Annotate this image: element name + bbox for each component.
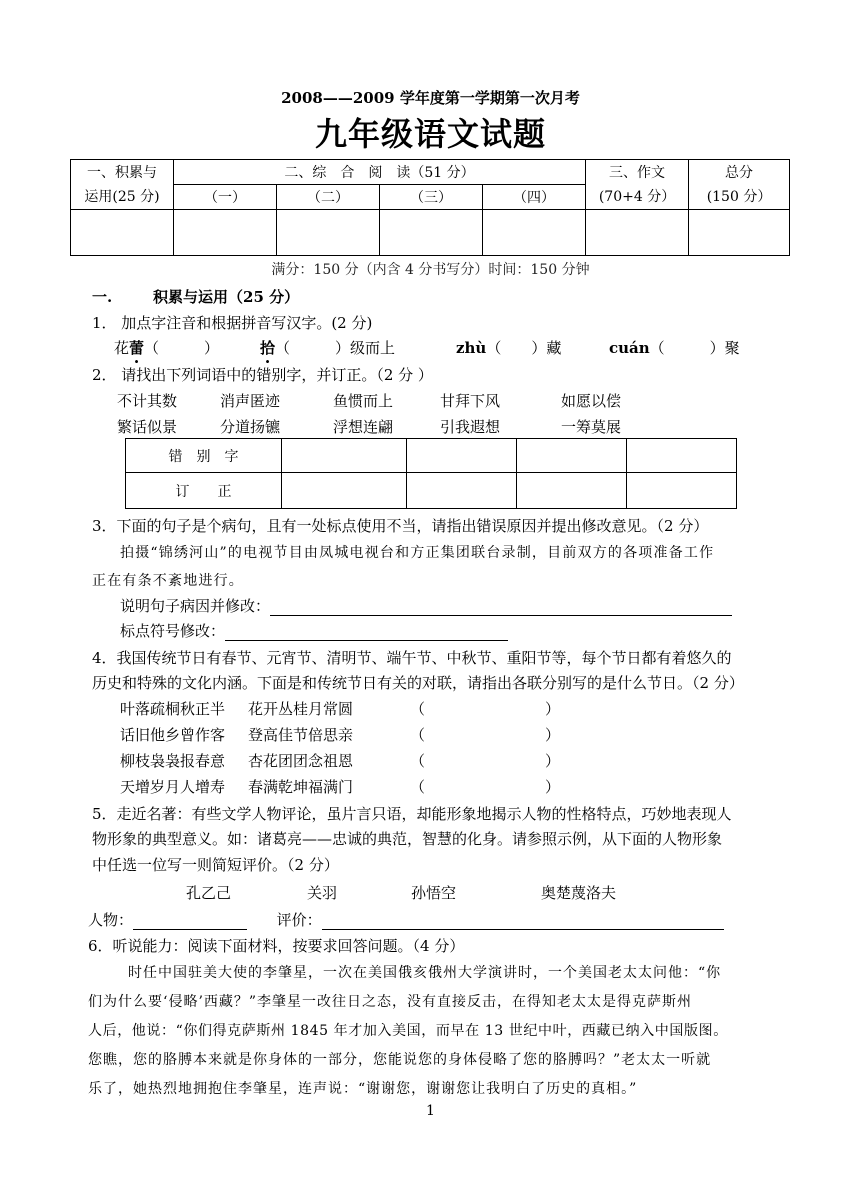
section1-number: 一. (92, 288, 113, 306)
q1-pinyin: cuán (609, 339, 650, 357)
q5-stem-line3: 中任选一位写一则简短评价。（2 分） (92, 856, 339, 874)
typo-header-wrong: 错 别 字 (126, 439, 282, 473)
q2-word: 甘拜下风 (440, 392, 501, 410)
q1-item3 (456, 338, 561, 358)
score-sec1-label: 一、积累与 (87, 164, 157, 181)
couplet-first: 天增岁月人增寿 (120, 778, 226, 796)
q5-person-line[interactable] (133, 913, 247, 930)
score-sub4: （四） (483, 185, 586, 210)
typo-cell[interactable] (407, 473, 517, 509)
score-sec3-points: (70+4 分） (598, 188, 676, 205)
couplet-second: 春满乾坤福满门 (248, 778, 354, 796)
q1-item1 (114, 338, 219, 358)
score-sec1-points: 运用(25 分) (84, 188, 160, 205)
q5-eval-label: 评价： (276, 911, 322, 929)
couplet-first: 话旧他乡曾作客 (120, 726, 226, 744)
q6-passage-line: 人后，他说：“你们得克萨斯州 1845 年才加入美国，而早在 13 世纪中叶，西藏已纳入中国版图。 (88, 1023, 728, 1039)
q6-passage-line: 乐了，她热烈地拥抱住李肇星，连声说：“谢谢您，谢谢您让我明白了历史的真相。” (88, 1081, 638, 1097)
q3-ask1-label: 说明句子病因并修改： (120, 597, 271, 615)
q5-stem-line1: 5．走近名著：有些文学人物评论，虽片言只语，却能形象地揭示人物的性格特点，巧妙地表现人 (92, 805, 732, 823)
score-sec3-cell (586, 160, 689, 210)
q2-word: 引我遐想 (440, 418, 501, 436)
couplet-second: 登高佳节倍思亲 (248, 726, 354, 744)
typo-cell[interactable] (282, 439, 407, 473)
score-total-points: (150 分） (706, 188, 772, 205)
typo-cell[interactable] (517, 439, 627, 473)
q5-name: 奥楚蔑洛夫 (541, 884, 617, 902)
q2-word: 浮想连翩 (333, 418, 394, 436)
score-input-sub1[interactable] (174, 210, 277, 256)
score-input-sub2[interactable] (277, 210, 380, 256)
q4-stem-line2: 历史和特殊的文化内涵。下面是和传统节日有关的对联，请指出各联分别写的是什么节日。（2 分） (92, 674, 744, 692)
score-sub3: （三） (380, 185, 483, 210)
score-table (70, 159, 790, 256)
score-total-label: 总分 (725, 164, 754, 181)
page-number: 1 (426, 1103, 435, 1119)
q2-word: 消声匿迹 (220, 392, 281, 410)
score-sec1-cell (71, 160, 174, 210)
couplet-second: 杏花团团念祖恩 (248, 752, 354, 770)
typo-cell[interactable] (517, 473, 627, 509)
q3-answer1-line[interactable] (270, 599, 732, 616)
exam-title: 九年级语文试题 (314, 115, 546, 153)
typo-cell[interactable] (627, 439, 737, 473)
q5-person-label: 人物： (88, 911, 134, 929)
q2-word: 分道扬镳 (220, 418, 281, 436)
q5-eval-line[interactable] (322, 913, 724, 930)
score-sec2-header: 二、综 合 阅 读（51 分） (174, 160, 586, 185)
q2-stem: 2． 请找出下列词语中的错别字，并订正。（2 分 ） (92, 366, 433, 384)
q3-answer2-line[interactable] (225, 624, 508, 641)
couplet-answer[interactable]: （ ） (410, 726, 561, 744)
q1-dotted-char: 拾 (260, 339, 276, 357)
score-total-cell (689, 160, 790, 210)
score-sec3-label: 三、作文 (609, 164, 666, 181)
q1-item2 (260, 338, 395, 358)
q3-ask1 (120, 596, 732, 616)
q3-text-line1: 拍摄“锦绣河山”的电视节目由凤城电视台和方正集团联台录制，目前双方的各项准备工作 (120, 545, 715, 561)
q2-word: 如愿以偿 (561, 392, 622, 410)
typo-header-correct: 订 正 (126, 473, 282, 509)
q2-word: 不计其数 (117, 392, 178, 410)
score-sub2: （二） (277, 185, 380, 210)
q1-stem: 1． 加点字注音和根据拼音写汉字。(2 分) (92, 314, 373, 332)
q1-blank[interactable]: （ ）藏 (486, 339, 562, 357)
q6-stem: 6．听说能力：阅读下面材料，按要求回答问题。（4 分） (88, 937, 465, 955)
typo-cell[interactable] (407, 439, 517, 473)
couplet-answer[interactable]: （ ） (410, 778, 561, 796)
score-sub1: （一） (174, 185, 277, 210)
typo-table (125, 438, 737, 509)
q3-ask2 (120, 621, 508, 641)
score-input-sec3[interactable] (586, 210, 689, 256)
couplet-answer[interactable]: （ ） (410, 752, 561, 770)
typo-cell[interactable] (282, 473, 407, 509)
q5-name: 孙悟空 (411, 884, 457, 902)
q1-char: 花 (114, 339, 130, 357)
exam-subtitle: 2008——2009 学年度第一学期第一次月考 (281, 89, 580, 107)
typo-cell[interactable] (627, 473, 737, 509)
score-input-sec1[interactable] (71, 210, 174, 256)
section1-title: 积累与运用（25 分） (153, 288, 300, 306)
q1-blank[interactable]: （ ）级而上 (275, 339, 396, 357)
q1-item4 (609, 338, 740, 358)
couplet-first: 柳枝袅袅报春意 (120, 752, 226, 770)
q5-name: 关羽 (307, 884, 338, 902)
q3-stem: 3．下面的句子是个病句，且有一处标点使用不当，请指出错误原因并提出修改意见。（2 分） (92, 517, 709, 535)
q6-passage-line: 您瞧，您的胳膊本来就是你身体的一部分，您能说您的身体侵略了您的胳膊吗？”老太太一听就 (88, 1052, 712, 1068)
q5-answer-row (88, 910, 724, 930)
q5-name: 孔乙己 (186, 884, 232, 902)
score-input-sub4[interactable] (483, 210, 586, 256)
q1-blank[interactable]: （ ） (144, 339, 220, 357)
couplet-first: 叶落疏桐秋正半 (120, 700, 226, 718)
q6-passage-line: 时任中国驻美大使的李肇星，一次在美国俄亥俄州大学演讲时，一个美国老太太问他：“你 (128, 965, 722, 981)
couplet-answer[interactable]: （ ） (410, 700, 561, 718)
q6-passage-line: 们为什么要‘侵略’西藏？”李肇星一改往日之态，没有直接反击，在得知老太太是得克萨斯州 (88, 994, 693, 1010)
q5-stem-line2: 物形象的典型意义。如：诸葛亮——忠诚的典范，智慧的化身。请参照示例，从下面的人物形象 (92, 830, 723, 848)
q4-stem-line1: 4．我国传统节日有春节、元宵节、清明节、端午节、中秋节、重阳节等，每个节日都有着悠久的 (92, 649, 732, 667)
q3-text-line2: 正在有条不紊地进行。 (92, 573, 244, 589)
q1-blank[interactable]: （ ）聚 (649, 339, 740, 357)
q2-word: 鱼惯而上 (333, 392, 394, 410)
q2-word: 一筹莫展 (561, 418, 622, 436)
couplet-second: 花开丛桂月常圆 (248, 700, 354, 718)
q1-pinyin: zhù (456, 339, 487, 357)
exam-meta: 满分：150 分（内含 4 分书写分）时间：150 分钟 (271, 262, 590, 278)
q3-ask2-label: 标点符号修改： (120, 622, 226, 640)
score-input-total[interactable] (689, 210, 790, 256)
q1-dotted-char: 蕾 (129, 339, 145, 357)
q2-word: 繁话似景 (117, 418, 178, 436)
score-input-sub3[interactable] (380, 210, 483, 256)
